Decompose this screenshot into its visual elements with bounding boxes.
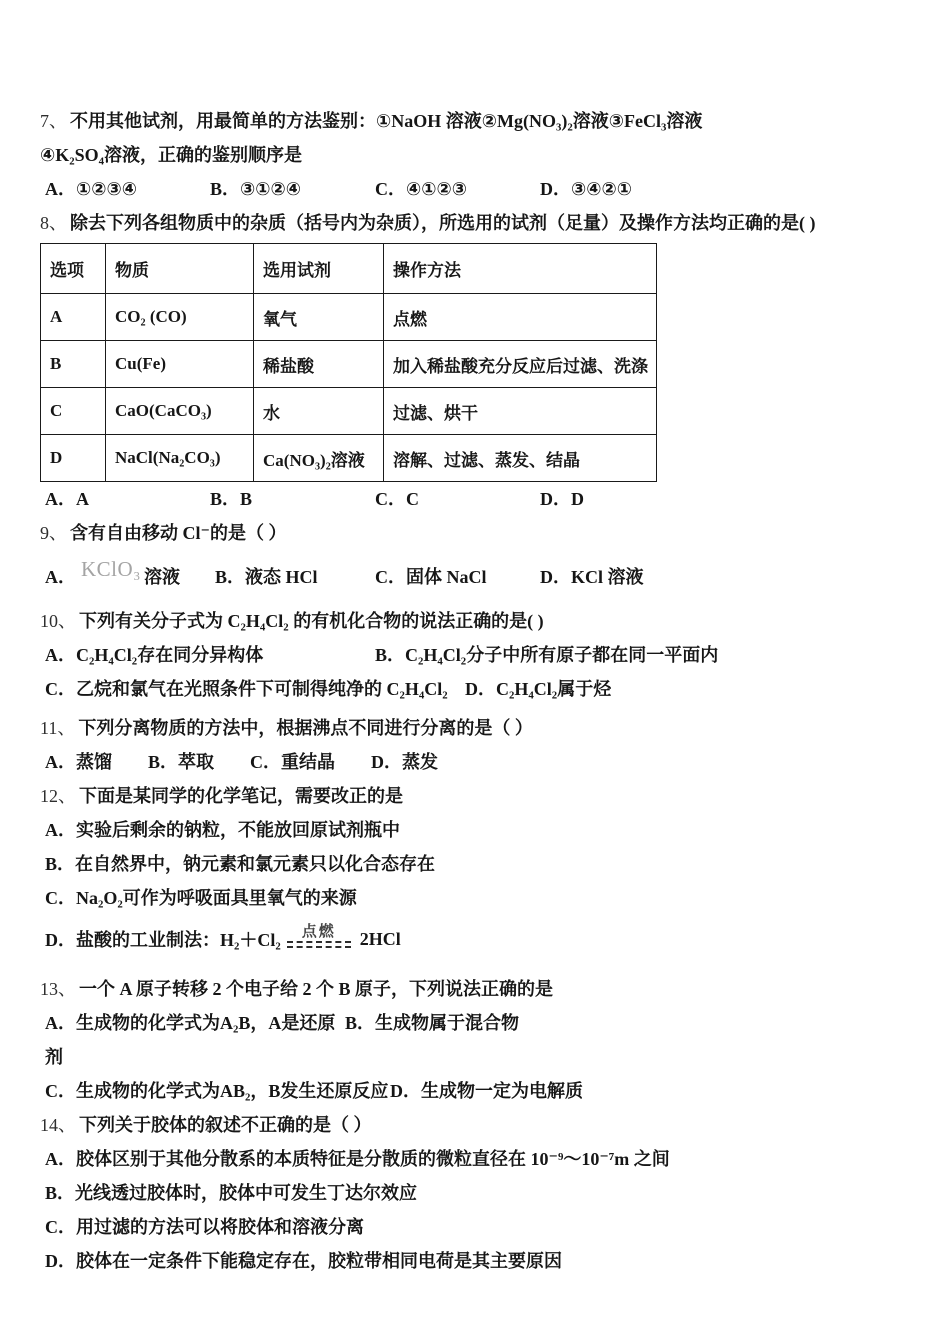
option-a-label: A．	[45, 567, 76, 587]
question-10-stem-text: 下列有关分子式为 C₂H₄Cl₂ 的有机化合物的说法正确的是( )	[79, 611, 544, 631]
option-a: A．实验后剩余的钠粒，不能放回原试剂瓶中	[45, 820, 400, 840]
option-c: C．Na₂O₂可作为呼吸面具里氧气的来源	[45, 888, 357, 908]
table-row	[41, 341, 657, 388]
cell-reagent: 氧气	[254, 294, 384, 341]
option-d: D．KCl 溶液	[540, 567, 644, 587]
question-10	[40, 604, 924, 706]
question-12-stem-text: 下面是某同学的化学笔记，需要改正的是	[79, 786, 403, 806]
option-d: D．③④②①	[540, 179, 632, 199]
cell-substance: CO₂ (CO)	[106, 294, 254, 341]
option-a-suffix: 溶液	[144, 567, 180, 587]
cell-method: 加入稀盐酸充分反应后过滤、洗涤	[384, 341, 657, 388]
option-b: B．液态 HCl	[215, 567, 318, 587]
option-d	[40, 915, 924, 963]
option-a: A．A	[45, 489, 89, 509]
cell-method: 过滤、烘干	[384, 388, 657, 435]
question-14	[40, 1108, 924, 1278]
cell-option: B	[41, 341, 106, 388]
cell-reagent: 稀盐酸	[254, 341, 384, 388]
question-13-number: 13、	[40, 979, 76, 999]
question-10-number: 10、	[40, 611, 76, 631]
question-7-stem-text: 不用其他试剂，用最简单的方法鉴别：①NaOH 溶液②Mg(NO₃)₂溶液③FeCl₃溶液	[70, 111, 703, 131]
cell-option: A	[41, 294, 106, 341]
cell-option: D	[41, 435, 106, 482]
question-9-options	[40, 550, 924, 590]
option-c: C．乙烷和氯气在光照条件下可制得纯净的 C₂H₄Cl₂	[45, 679, 448, 699]
question-9-stem	[40, 516, 924, 550]
table-row	[41, 388, 657, 435]
question-8-number: 8、	[40, 213, 67, 233]
question-9-stem-text: 含有自由移动 Cl⁻的是（ ）	[70, 523, 287, 543]
option-c: C．固体 NaCl	[375, 567, 487, 587]
question-14-number: 14、	[40, 1115, 76, 1135]
question-10-options-row2	[40, 672, 924, 706]
option-c: C．④①②③	[375, 179, 467, 199]
question-11-options: A．蒸馏 B．萃取 C．重结晶 D．蒸发	[45, 752, 439, 772]
question-14-stem	[40, 1108, 924, 1142]
cell-substance: CaO(CaCO₃)	[106, 388, 254, 435]
option-a	[45, 557, 215, 590]
question-9-number: 9、	[40, 523, 67, 543]
question-12-number: 12、	[40, 786, 76, 806]
option-d: D．胶体在一定条件下能稳定存在，胶粒带相同电荷是其主要原因	[45, 1251, 562, 1271]
question-13	[40, 972, 924, 1108]
question-14-stem-text: 下列关于胶体的叙述不正确的是（ ）	[79, 1115, 372, 1135]
option-d-reaction-product: 2HCl	[359, 928, 401, 949]
question-8-options	[40, 482, 924, 516]
question-10-options-row1	[40, 638, 924, 672]
question-7	[40, 104, 924, 206]
cell-reagent: 水	[254, 388, 384, 435]
question-11-number: 11、	[40, 718, 76, 738]
cell-method: 溶解、过滤、蒸发、结晶	[384, 435, 657, 482]
option-a: A．生成物的化学式为A₂B，A是还原剂	[45, 1013, 336, 1067]
option-a: A．C₂H₄Cl₂存在同分异构体	[45, 645, 264, 665]
option-b: B．B	[210, 489, 253, 509]
question-13-stem	[40, 972, 924, 1006]
table-row	[41, 294, 657, 341]
header-substance: 物质	[106, 244, 254, 294]
question-12	[40, 779, 924, 963]
header-option: 选项	[41, 244, 106, 294]
question-13-options-row1	[40, 1006, 924, 1074]
double-equals-line	[287, 941, 351, 948]
table-header-row	[41, 244, 657, 294]
cell-reagent: Ca(NO₃)₂溶液	[254, 435, 384, 482]
header-method: 操作方法	[384, 244, 657, 294]
option-b: B．在自然界中，钠元素和氯元素只以化合态存在	[45, 854, 436, 874]
option-b: B．生成物属于混合物	[345, 1013, 520, 1033]
option-c: C．用过滤的方法可以将胶体和溶液分离	[45, 1217, 364, 1237]
option-b: B．光线透过胶体时，胶体中可发生丁达尔效应	[45, 1183, 418, 1203]
option-a: A．胶体区别于其他分散系的本质特征是分散质的微粒直径在 10⁻⁹～10⁻⁷m 之间	[45, 1149, 670, 1169]
option-d: D．C₂H₄Cl₂属于烃	[465, 679, 612, 699]
cell-option: C	[41, 388, 106, 435]
option-c: C．生成物的化学式为AB₂，B发生还原反应	[45, 1081, 389, 1101]
question-13-options-row2	[40, 1074, 924, 1108]
question-11	[40, 711, 924, 779]
table-row	[41, 435, 657, 482]
ignition-condition-equals	[287, 924, 351, 948]
cell-method: 点燃	[384, 294, 657, 341]
question-8-stem-text: 除去下列各组物质中的杂质（括号内为杂质），所选用的试剂（足量）及操作方法均正确的是( )	[70, 213, 816, 233]
question-12-stem	[40, 779, 924, 813]
purification-table	[40, 243, 657, 482]
question-11-stem	[40, 711, 924, 745]
option-a: A．①②③④	[45, 179, 137, 199]
option-b: B．C₂H₄Cl₂分子中所有原子都在同一平面内	[375, 645, 719, 665]
question-7-stem-line1	[40, 104, 924, 138]
question-9	[40, 516, 924, 590]
option-d: D．生成物一定为电解质	[390, 1081, 583, 1101]
option-d: D．D	[540, 489, 584, 509]
cell-substance: NaCl(Na₂CO₃)	[106, 435, 254, 482]
option-d-reaction-lhs: D．盐酸的工业制法：H₂＋Cl₂	[45, 930, 281, 950]
option-b: B．③①②④	[210, 179, 301, 199]
question-11-stem-text: 下列分离物质的方法中，根据沸点不同进行分离的是（ ）	[78, 718, 533, 738]
question-10-stem	[40, 604, 924, 638]
ignition-condition-label: 点燃	[301, 924, 336, 940]
question-8	[40, 206, 924, 516]
question-13-stem-text: 一个 A 原子转移 2 个电子给 2 个 B 原子，下列说法正确的是	[79, 979, 554, 999]
cell-substance: Cu(Fe)	[106, 341, 254, 388]
question-7-options	[40, 172, 924, 206]
question-7-stem-line2: ④K₂SO₄溶液，正确的鉴别顺序是	[40, 145, 303, 165]
kclo3-formula-image: KClO₃	[81, 557, 141, 581]
question-8-stem	[40, 206, 924, 240]
option-c: C．C	[375, 489, 419, 509]
header-reagent: 选用试剂	[254, 244, 384, 294]
question-7-number: 7、	[40, 111, 67, 131]
